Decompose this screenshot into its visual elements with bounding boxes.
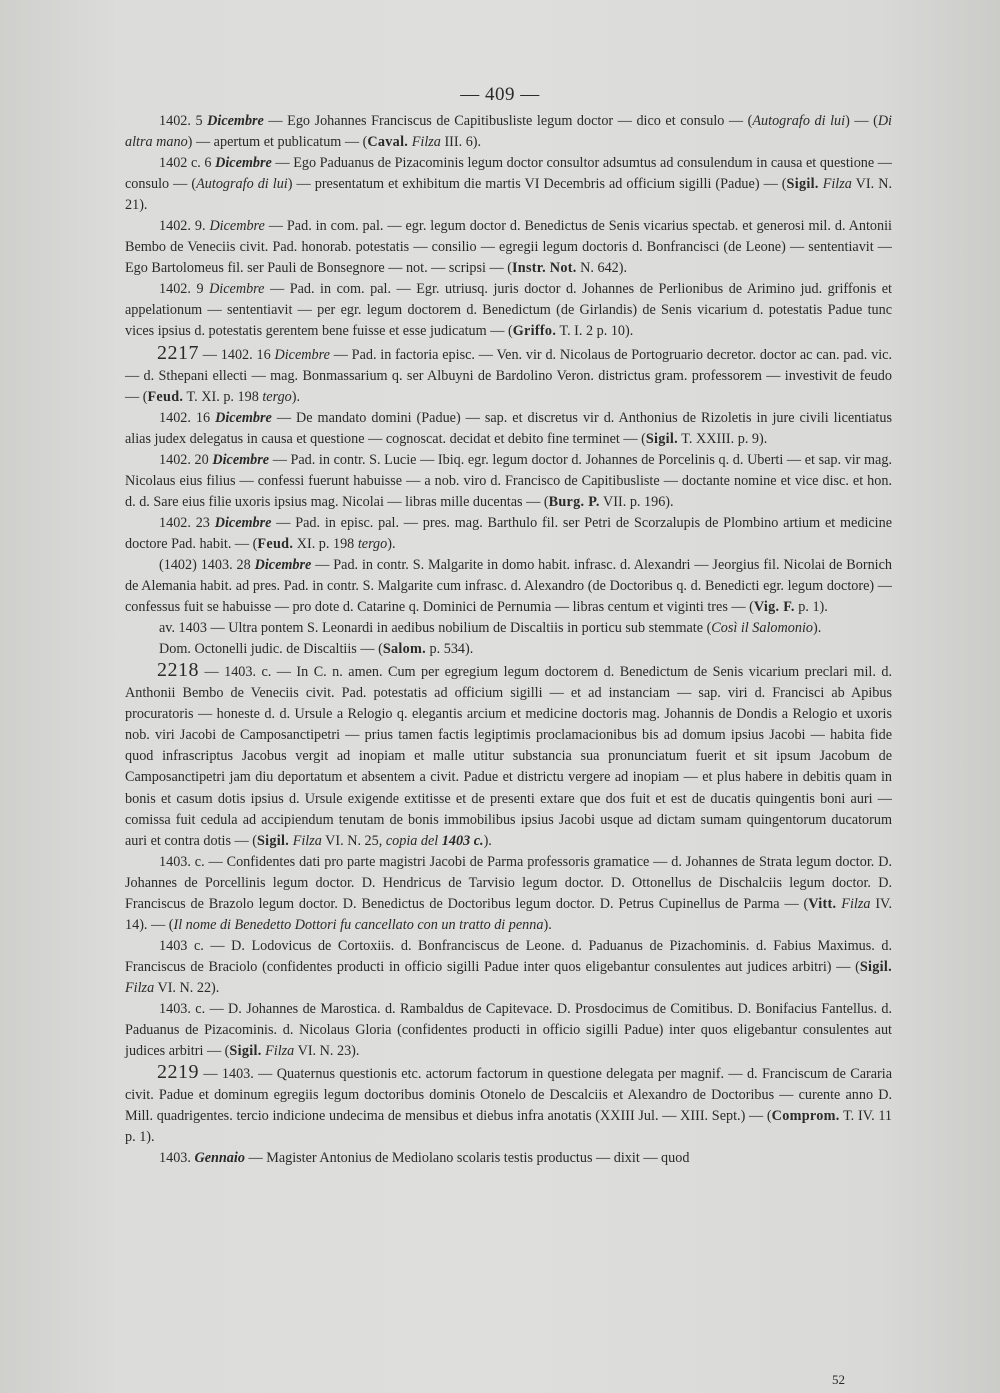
entry-paragraph	[125, 111, 892, 153]
source-abbreviation: Sigil.	[645, 430, 678, 447]
entry-text: IV. 14). — (	[125, 895, 893, 933]
italic-text: copia del	[385, 832, 439, 849]
entry-text: N. 642).	[576, 260, 628, 277]
date-month: Dicembre	[215, 409, 272, 426]
italic-text: Filza	[822, 176, 852, 193]
date-month: Dicembre	[214, 514, 272, 531]
document-body	[125, 111, 892, 1169]
entry-text: ).	[291, 388, 301, 405]
entry-text: Dom. Octonelli judic. de Discaltiis — (	[159, 641, 383, 658]
entry-text: — 1403. — Quaternus questionis etc. actorum factorum in questione delegata per magnif. — d. Franciscum de Cararia civit. Padue et dominum egregiis legum doctoribus dominis Otonelo de Descalciis et Alexandro de Doctoribus — curente anno D. Mill. quadrigentes. tercio indicione undecima de mensibus et diebus infra anotatis (XXIII Jul. — XIII. Sept.) — (	[125, 1066, 892, 1125]
italic-text: tergo	[262, 388, 292, 405]
source-abbreviation: Instr. Not.	[511, 260, 577, 277]
entry-text: av. 1403 — Ultra pontem S. Leonardi in aedibus nobilium de Discaltiis in porticu sub stemmate (	[159, 620, 712, 637]
entry-paragraph	[125, 343, 892, 408]
entry-text: VII. p. 196).	[599, 493, 674, 510]
entry-text: p. 1).	[794, 599, 828, 616]
entry-text: — 1402. 16	[199, 346, 275, 363]
entry-text: VI. N. 25,	[321, 832, 386, 849]
italic-text: Filza	[841, 895, 871, 912]
document-number: 2219	[157, 1061, 199, 1084]
entry-text: 1402. 9.	[159, 218, 210, 235]
entry-text: — Pad. in contr. S. Malgarite in domo habit. infrasc. d. Alexandri — Jeorgius fil. Nicolai de Bornich de Alemania habit. ad pres. Pad. in contr. S. Malgarite cum infrasc. d. Alexandro (de Doctoribus q. d. Benedicti egr. legum doctore) — confessus fuit se habuisse — pro dote d. Catarine q. Dominici de Pernumia — libras centum et viginti tres — (	[125, 556, 892, 616]
entry-text: VI. N. 22).	[154, 979, 220, 996]
date-month: Gennaio	[194, 1150, 245, 1167]
entry-text: ).	[387, 535, 396, 552]
entry-text: 1403. c. — Confidentes dati pro parte magistri Jacobi de Parma professoris gramatice — d. Johannes de Strata legum doctor. D. Johannes de Porcellinis legum doctor. D. Hendricus de Tarvisio legum doctor. D. Ottonellus de Dischalciis legum doctor. D. Franciscus de Brazolo legum doctor. D. Benedictus de Doctoribus legum doctor. D. Petrus Cupinellus de Parma — (	[125, 853, 892, 912]
source-abbreviation: Salom.	[382, 641, 426, 658]
entry-text: 1403. c. — D. Johannes de Marostica. d. Rambaldus de Capitevace. D. Prosdocimus de Comitibus. D. Bonifacius Fantellus. d. Paduanus de Pizacominis. d. Nicolaus Gloria (confidentes producti in officio sigilli Padue) inter quos eligebantur consulentes aut judices arbitri — (	[125, 1000, 892, 1060]
entry-text: 1402. 5	[159, 113, 208, 129]
entry-text: p. 534).	[426, 641, 474, 658]
entry-text: T. I. 2 p. 10).	[556, 323, 634, 340]
source-abbreviation: Griffo.	[512, 323, 557, 340]
entry-text: T. XI. p. 198	[183, 388, 263, 405]
source-abbreviation: Sigil.	[859, 958, 892, 975]
italic-text: Dicembre	[209, 281, 265, 298]
entry-text: — Pad. in com. pal. — egr. legum doctor d. Benedictus de Senis vicarius spectab. et generosi mil. d. Antonii Bembo de Veneciis civit. Pad. honorab. potestatis — consilio — egregii legum doctoris d. Bonfrancisci (de Leone) — sententiavit — Ego Bartolomeus fil. ser Pauli de Bonsegnore — not. — scripsi — (	[125, 218, 892, 277]
entry-text: — Ego Paduanus de Pizacominis legum doctor consultor adsumtus ad consulendum in causa et questione — consulo — (	[125, 155, 892, 193]
source-abbreviation: Caval.	[367, 134, 409, 151]
entry-text: — De mandato domini (Padue) — sap. et discretus vir d. Anthonius de Rizoletis in jure civili licentiatus alias judex delegatus in causa et questione — cognoscat. decidat et debito fine terminet — (	[125, 409, 892, 447]
entry-paragraph	[125, 1148, 892, 1169]
entry-paragraph	[125, 618, 892, 639]
entry-text: VI. N. 21).	[125, 176, 892, 214]
entry-text: III. 6).	[440, 134, 482, 151]
date-month: 1403 c.	[441, 832, 484, 849]
entry-paragraph	[125, 279, 892, 342]
entry-text: — Ego Johannes Franciscus de Capitibusliste legum doctor — dico et consulo — (	[263, 113, 753, 129]
entry-paragraph	[125, 660, 892, 851]
italic-text: tergo	[357, 535, 388, 552]
source-abbreviation: Comprom.	[771, 1108, 840, 1125]
date-month: Dicembre	[212, 451, 270, 468]
entry-text: VI. N. 23).	[294, 1043, 360, 1060]
entry-paragraph	[125, 639, 892, 660]
document-number: 2217	[157, 341, 199, 364]
entry-paragraph	[125, 1062, 892, 1148]
source-abbreviation: Sigil.	[786, 176, 819, 193]
entry-text: — Pad. in episc. pal. — pres. mag. Barthulo fil. ser Petri de Scorzalupis de Plombino artium et medicine doctore Pad. habit. — (	[125, 514, 893, 552]
italic-text: Filza	[411, 134, 441, 151]
entry-text: (1402) 1403. 28	[159, 556, 255, 573]
italic-text: Di altra mano	[125, 113, 892, 151]
italic-text: Autografo di lui	[752, 113, 846, 129]
entry-text: — Pad. in com. pal. — Egr. utriusq. juris doctor d. Johannes de Perlionibus de Arimino jud. griffonis et appelationum — sententiavit — per egr. legum doctorem d. Benedictum (de Girlandis) de Senis vicarium d. potestatis Padue tunc vices ipsius d. potestatis gerentem bene fuisse et esse judicatum — (	[125, 281, 892, 340]
entry-text: 1403 c. — D. Lodovicus de Cortoxiis. d. Bonfranciscus de Leone. d. Paduanus de Pizachominis. d. Fabius Maximus. d. Franciscus de Braciolo (confidentes producti in officio sigilli Padue inter quos eligebantur consulentes aut judices arbitri) — (	[125, 937, 892, 975]
entry-text: ) — (	[845, 113, 878, 129]
entry-text: XI. p. 198	[293, 535, 358, 552]
entry-paragraph	[125, 999, 892, 1062]
italic-text: Filza	[125, 979, 155, 996]
entry-text: ).	[813, 620, 822, 637]
entry-text: T. XXIII. p. 9).	[677, 430, 768, 447]
italic-text: Autografo di lui	[196, 176, 288, 193]
entry-text: 1402 c. 6	[159, 155, 216, 172]
entry-text: 1402. 16	[159, 409, 216, 426]
entry-text: — 1403. c. — In C. n. amen. Cum per egregium legum doctorem d. Benedictum de Senis vicarium preclari mil. d. Anthonii Bembo de Veneciis civit. Pad. potestatis ad officium sigilli — et ad instanciam — sap. viri d. Francisci ab Apibus procuratoris — honeste d. d. Ursule a Relogio q. elegantis arcium et medicine doctoris mag. Johannis de Dondis a Relogio et uxoris nob. viri Jacobi de Camposanctipetri — prius tamen factis legiptimis proclamacionibus bis ad domum ipsius Jacobi — habita fide quod infrascriptus Jacobus vergit ad inopiam et malle utitur substancia sua pronunciatum fuerit et sit ipsum Jacobum de Camposanctipetri jam diu deportatum et absentem a civit. Padue et districtu vergere ad inopiam — et plus habere in debitis quam in bonis et casum dotis ipsius d. Ursule exigende extitisse et de presenti extare que dos fuit et est de ducatis quingentis boni auri — comissa fuit cedula ad accipiendum tenutam de bonis immobilibus ipsius Jacobi usque ad dictam sumam quingentorum ducatorum auri et contra dotis — (	[125, 664, 892, 849]
entry-paragraph	[125, 513, 892, 555]
entry-paragraph	[125, 153, 892, 216]
source-abbreviation: Vitt.	[808, 895, 837, 912]
entry-text: 1403.	[159, 1150, 195, 1167]
page-number: — 409 —	[460, 84, 540, 105]
italic-text: Dicembre	[209, 218, 265, 235]
date-month: Dicembre	[254, 556, 312, 573]
source-abbreviation: Sigil.	[229, 1043, 262, 1060]
entry-text: 1402. 23	[159, 514, 215, 531]
italic-text: Filza	[292, 832, 322, 849]
entry-paragraph	[125, 936, 892, 999]
italic-text: Dicembre	[274, 346, 330, 363]
source-abbreviation: Feud.	[147, 388, 184, 405]
entry-text: ).	[543, 916, 552, 933]
italic-text: Il nome di Benedetto Dottori fu cancellato con un tratto di penna	[173, 916, 544, 933]
entry-text: 1402. 20	[159, 451, 213, 468]
source-abbreviation: Feud.	[257, 535, 294, 552]
entry-paragraph	[125, 450, 892, 513]
source-abbreviation: Vig. F.	[753, 599, 795, 616]
source-abbreviation: Burg. P.	[548, 493, 600, 510]
italic-text: Filza	[265, 1043, 295, 1060]
entry-text: ) — apertum et publicatum — (	[187, 134, 368, 151]
entry-text: ).	[483, 832, 492, 849]
document-number: 2218	[157, 659, 199, 682]
source-abbreviation: Sigil.	[256, 832, 290, 849]
entry-text: — Magister Antonius de Mediolano scolaris testis productus — dixit — quod	[244, 1150, 690, 1167]
entry-paragraph	[125, 852, 892, 936]
entry-text: — Pad. in factoria episc. — Ven. vir d. Nicolaus de Portogruario decretor. doctor ac can. pad. vic. — d. Sthepani ellecti — mag. Bonmassarium q. ser Albuyni de Bardolino Veron. districtus gram. professorem — investivit de feudo — (	[125, 346, 892, 405]
entry-paragraph	[125, 408, 892, 450]
date-month: Dicembre	[215, 155, 272, 172]
entry-text: 1402. 9	[159, 281, 210, 298]
date-month: Dicembre	[207, 113, 264, 129]
entry-text: — Pad. in contr. S. Lucie — Ibiq. egr. legum doctor d. Johannes de Porcelinis q. d. Uberti — et sap. vir mag. Nicolaus eius filius — confessi fuerunt habuisse — a nob. viro d. Francisco de Capitibusliste — doctante nomine et vice disc. et hon. d. d. Sare eius filie uxoris ipsius mag. Nicolai — libras mille ducentas — (	[125, 451, 892, 510]
entry-paragraph	[125, 555, 892, 618]
entry-text: ) — presentatum et exhibitum die martis VI Decembris ad officium sigilli (Padue) — (	[287, 176, 787, 193]
entry-text: T. IV. 11 p. 1).	[125, 1108, 893, 1146]
entry-paragraph	[125, 216, 892, 279]
italic-text: Così il Salomonio	[711, 620, 813, 637]
signature-mark: 52	[832, 1372, 845, 1387]
